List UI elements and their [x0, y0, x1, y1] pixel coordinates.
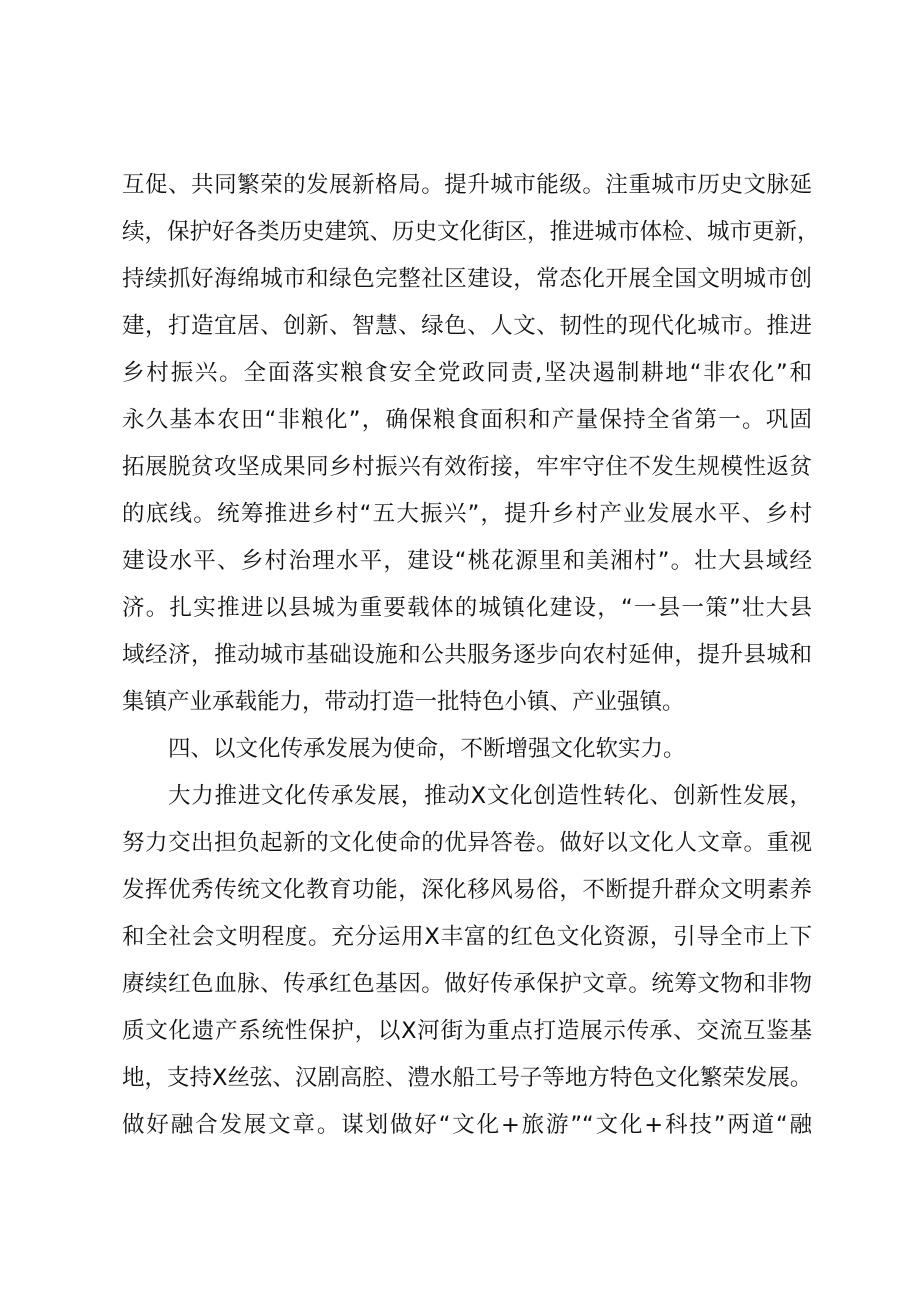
body-text	[122, 162, 820, 1149]
text-line: 大力推进文化传承发展，推动X文化创造性转化、创新性发展，	[168, 783, 812, 809]
text-line: 持续抓好海绵城市和绿色完整社区建设，常态化开展全国文明城市创	[122, 266, 812, 292]
text-line: 乡村振兴。全面落实粮食安全党政同责,坚决遏制耕地“非农化”和	[122, 360, 812, 386]
text-line: 发挥优秀传统文化教育功能，深化移风易俗，不断提升群众文明素养	[122, 877, 812, 903]
text-line: 质文化遗产系统性保护，以X河街为重点打造展示传承、交流互鉴基	[122, 1018, 812, 1044]
text-line: 努力交出担负起新的文化使命的优异答卷。做好以文化人文章。重视	[122, 830, 812, 856]
text-line: 域经济，推动城市基础设施和公共服务逐步向农村延伸，提升县城和	[122, 642, 812, 668]
text-line: 建设水平、乡村治理水平，建设“桃花源里和美湘村”。壮大县域经	[122, 548, 812, 574]
text-line: 拓展脱贫攻坚成果同乡村振兴有效衔接，牢牢守住不发生规模性返贫	[122, 454, 812, 480]
text-line: 互促、共同繁荣的发展新格局。提升城市能级。注重城市历史文脉延	[122, 172, 812, 198]
text-line: 建，打造宜居、创新、智慧、绿色、人文、韧性的现代化城市。推进	[122, 313, 812, 339]
text-line: 集镇产业承载能力，带动打造一批特色小镇、产业强镇。	[122, 689, 685, 715]
text-line: 续，保护好各类历史建筑、历史文化街区，推进城市体检、城市更新，	[122, 219, 820, 245]
text-line: 永久基本农田“非粮化”，确保粮食面积和产量保持全省第一。巩固	[122, 407, 812, 433]
section-heading: 四、以文化传承发展为使命，不断增强文化软实力。	[168, 736, 686, 762]
text-line: 做好融合发展文章。谋划做好“文化+旅游”“文化+科技”两道“融	[122, 1112, 812, 1138]
text-line: 地，支持X丝弦、汉剧高腔、澧水船工号子等地方特色文化繁荣发展。	[122, 1065, 813, 1091]
text-line: 的底线。统筹推进乡村“五大振兴”，提升乡村产业发展水平、乡村	[122, 501, 812, 527]
text-line: 济。扎实推进以县城为重要载体的城镇化建设，“一县一策”壮大县	[122, 595, 812, 621]
text-line: 和全社会文明程度。充分运用X丰富的红色文化资源，引导全市上下	[122, 924, 812, 950]
text-line: 赓续红色血脉、传承红色基因。做好传承保护文章。统筹文物和非物	[122, 971, 812, 997]
